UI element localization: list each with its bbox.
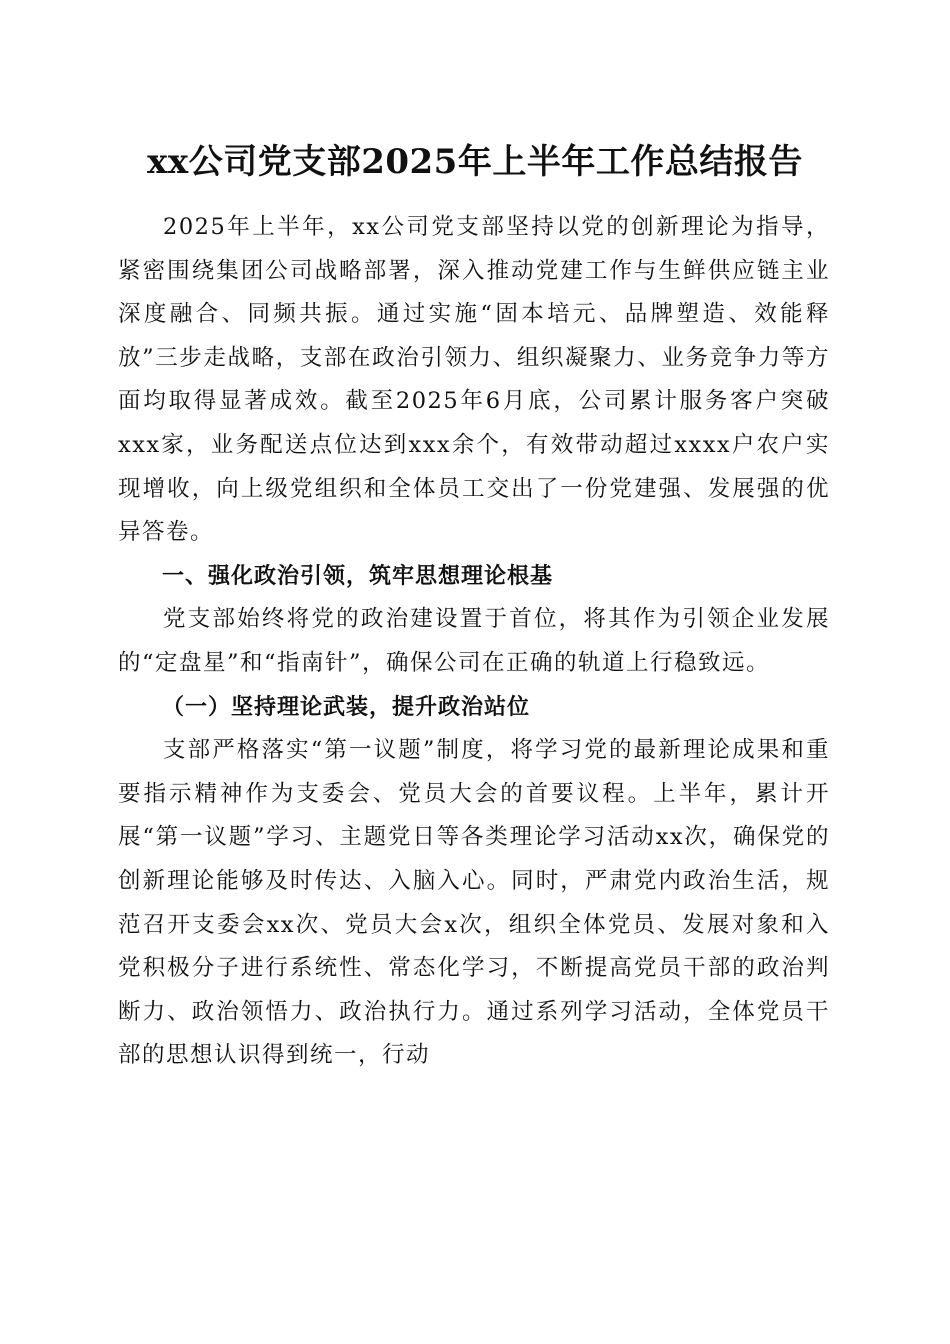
subsection-heading: （一）坚持理论武装，提升政治站位 [162,693,531,720]
section-heading: 一、强化政治引领，筑牢思想理论根基 [162,563,554,589]
intro-paragraph: 2025年上半年，xx公司党支部坚持以党的创新理论为指导，紧密围绕集团公司战略部署，深入推动党建工作与生鲜供应链主业深度融合、同频共振。通过实施“固本培元、品牌塑造、效能释放”三步走战略，支部在政治引领力、组织凝聚力、业务竞争力等方面均取得显著成效。截至2025年6月底，公司累计服务客户突破xxx家，业务配送点位达到xxx余个，有效带动超过xxxx户农户实现增收，向上级党组织和全体员工交出了一份党建强、发展强的优异答卷。 [118,214,830,546]
subsection-paragraph: 支部严格落实“第一议题”制度，将学习党的最新理论成果和重要指示精神作为支委会、党员大会的首要议程。上半年，累计开展“第一议题”学习、主题党日等各类理论学习活动xx次，确保党的创新理论能够及时传达、入脑入心。同时，严肃党内政治生活，规范召开支委会xx次、党员大会x次，组织全体党员、发展对象和入党积极分子进行系统性、常态化学习，不断提高党员干部的政治判断力、政治领悟力、政治执行力。通过系列学习活动，全体党员干部的思想认识得到统一，行动 [118,737,830,1069]
document-title: xx公司党支部2025年上半年工作总结报告 [147,142,803,182]
document-body [118,206,830,1078]
section-intro-paragraph: 党支部始终将党的政治建设置于首位，将其作为引领企业发展的“定盘星”和“指南针”，确保公司在正确的轨道上行稳致远。 [118,606,830,676]
